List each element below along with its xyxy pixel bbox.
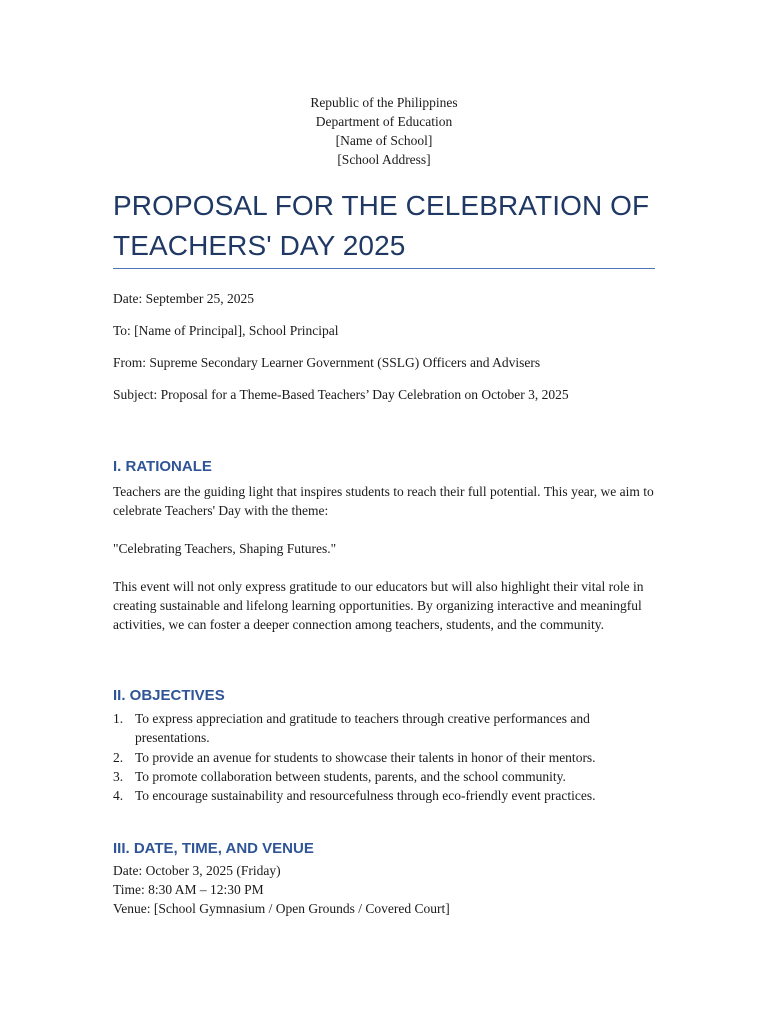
section-heading-date-time-venue: III. DATE, TIME, AND VENUE	[113, 840, 314, 857]
letterhead-country: Republic of the Philippines	[310, 95, 458, 110]
rationale-paragraph-2: This event will not only express gratitude to our educators but will also highlight their vital role in creating sustainable and lifelong learning opportunities. By organizing interactive and meaningful activities, we can foster a deeper connection among teachers, students, and the community.	[113, 579, 644, 632]
section-heading-rationale: I. RATIONALE	[113, 458, 212, 475]
letterhead-department: Department of Education	[315, 114, 453, 129]
list-item-number: 4.	[113, 788, 124, 804]
document-title: PROPOSAL FOR THE CELEBRATION OF TEACHERS' DAY 2025	[113, 190, 650, 261]
title-divider	[113, 268, 655, 269]
schedule-venue: Venue: [School Gymnasium / Open Grounds / Covered Court]	[113, 901, 450, 916]
list-item	[113, 786, 658, 805]
section-heading-objectives: II. OBJECTIVES	[113, 687, 225, 704]
meta-date: Date: September 25, 2025	[113, 291, 254, 306]
list-item-number: 1.	[113, 711, 124, 726]
list-item-text: To provide an avenue for students to showcase their talents in honor of their mentors.	[135, 749, 596, 765]
list-item-text: To encourage sustainability and resourcefulness through eco-friendly event practices.	[135, 788, 596, 804]
letterhead	[0, 93, 768, 169]
list-item-number: 3.	[113, 768, 124, 784]
schedule-details	[113, 861, 450, 918]
schedule-time: Time: 8:30 AM – 12:30 PM	[113, 882, 264, 897]
letterhead-school-address: [School Address]	[337, 152, 431, 167]
list-item-text: To express appreciation and gratitude to teachers through creative performances and presentations.	[135, 711, 590, 746]
list-item	[113, 767, 658, 786]
list-item-number: 2.	[113, 749, 124, 765]
list-item	[113, 709, 658, 748]
rationale-paragraph-1: Teachers are the guiding light that inspires students to reach their full potential. This year, we aim to celebrate Teachers' Day with the theme:	[113, 484, 654, 518]
meta-subject: Subject: Proposal for a Theme-Based Teachers’ Day Celebration on October 3, 2025	[113, 387, 569, 402]
meta-to: To: [Name of Principal], School Principal	[113, 323, 339, 338]
list-item	[113, 748, 658, 767]
meta-from: From: Supreme Secondary Learner Government (SSLG) Officers and Advisers	[113, 355, 541, 370]
objectives-list	[113, 709, 658, 805]
letterhead-school-name: [Name of School]	[335, 133, 433, 148]
list-item-text: To promote collaboration between students, parents, and the school community.	[135, 768, 566, 784]
rationale-theme: "Celebrating Teachers, Shaping Futures."	[113, 541, 337, 556]
schedule-date: Date: October 3, 2025 (Friday)	[113, 863, 281, 878]
